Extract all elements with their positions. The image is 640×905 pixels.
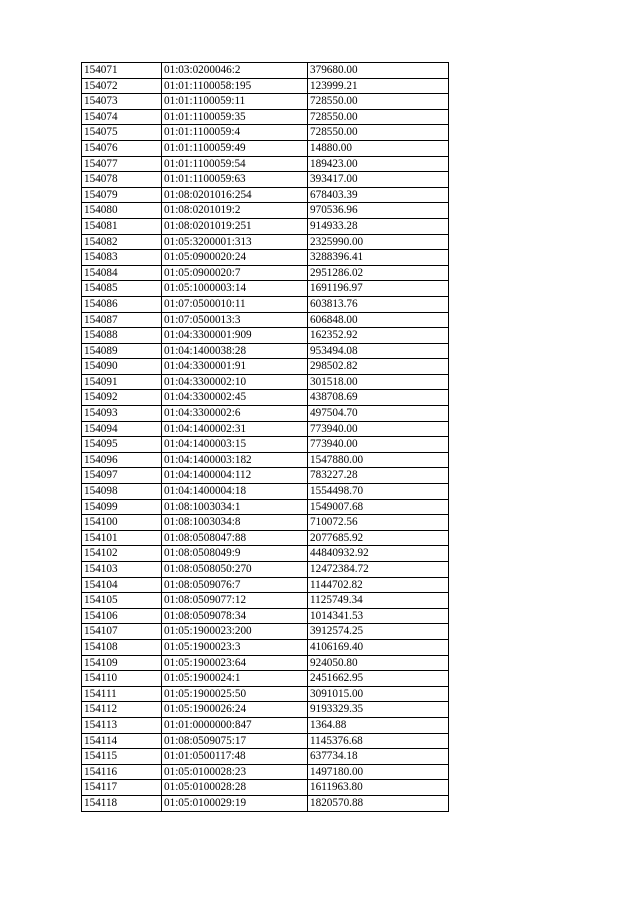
table-row bbox=[82, 359, 449, 375]
value-cell: 2325990.00 bbox=[308, 234, 449, 250]
table-row bbox=[82, 109, 449, 125]
record-id-cell: 154087 bbox=[82, 312, 162, 328]
table-row bbox=[82, 452, 449, 468]
cadastral-number-cell: 01:01:1100059:11 bbox=[162, 94, 308, 110]
cadastral-number-cell: 01:08:1003034:1 bbox=[162, 499, 308, 515]
record-id-cell: 154110 bbox=[82, 671, 162, 687]
value-cell: 2077685.92 bbox=[308, 530, 449, 546]
record-id-cell: 154080 bbox=[82, 203, 162, 219]
table-row bbox=[82, 172, 449, 188]
value-cell: 298502.82 bbox=[308, 359, 449, 375]
value-cell: 924050.80 bbox=[308, 655, 449, 671]
cadastral-number-cell: 01:04:1400004:18 bbox=[162, 484, 308, 500]
value-cell: 393417.00 bbox=[308, 172, 449, 188]
table-row bbox=[82, 234, 449, 250]
cadastral-number-cell: 01:08:1003034:8 bbox=[162, 515, 308, 531]
value-cell: 1820570.88 bbox=[308, 795, 449, 811]
record-id-cell: 154088 bbox=[82, 328, 162, 344]
cadastral-number-cell: 01:04:1400002:31 bbox=[162, 421, 308, 437]
value-cell: 1611963.80 bbox=[308, 780, 449, 796]
table-row bbox=[82, 593, 449, 609]
cadastral-number-cell: 01:01:0500117:48 bbox=[162, 749, 308, 765]
value-cell: 603813.76 bbox=[308, 296, 449, 312]
table-row bbox=[82, 63, 449, 79]
record-id-cell: 154097 bbox=[82, 468, 162, 484]
value-cell: 1364.88 bbox=[308, 717, 449, 733]
table-row bbox=[82, 468, 449, 484]
value-cell: 637734.18 bbox=[308, 749, 449, 765]
value-cell: 1691196.97 bbox=[308, 281, 449, 297]
table-row bbox=[82, 140, 449, 156]
cadastral-number-cell: 01:08:0508050:270 bbox=[162, 562, 308, 578]
record-id-cell: 154091 bbox=[82, 374, 162, 390]
value-cell: 1014341.53 bbox=[308, 608, 449, 624]
record-id-cell: 154075 bbox=[82, 125, 162, 141]
record-id-cell: 154078 bbox=[82, 172, 162, 188]
table-row bbox=[82, 312, 449, 328]
value-cell: 1554498.70 bbox=[308, 484, 449, 500]
record-id-cell: 154096 bbox=[82, 452, 162, 468]
table-row bbox=[82, 780, 449, 796]
value-cell: 1125749.34 bbox=[308, 593, 449, 609]
record-id-cell: 154102 bbox=[82, 546, 162, 562]
table-row bbox=[82, 515, 449, 531]
table-row bbox=[82, 296, 449, 312]
data-table bbox=[81, 62, 449, 812]
value-cell: 497504.70 bbox=[308, 406, 449, 422]
cadastral-number-cell: 01:07:0500013:3 bbox=[162, 312, 308, 328]
value-cell: 1497180.00 bbox=[308, 764, 449, 780]
value-cell: 970536.96 bbox=[308, 203, 449, 219]
value-cell: 14880.00 bbox=[308, 140, 449, 156]
record-id-cell: 154071 bbox=[82, 63, 162, 79]
table-row bbox=[82, 265, 449, 281]
record-id-cell: 154117 bbox=[82, 780, 162, 796]
table-row bbox=[82, 343, 449, 359]
cadastral-number-cell: 01:08:0201019:251 bbox=[162, 218, 308, 234]
cadastral-number-cell: 01:04:3300001:909 bbox=[162, 328, 308, 344]
value-cell: 44840932.92 bbox=[308, 546, 449, 562]
cadastral-number-cell: 01:04:3300001:91 bbox=[162, 359, 308, 375]
value-cell: 1547880.00 bbox=[308, 452, 449, 468]
table-row bbox=[82, 421, 449, 437]
value-cell: 123999.21 bbox=[308, 78, 449, 94]
cadastral-number-cell: 01:08:0509075:17 bbox=[162, 733, 308, 749]
cadastral-number-cell: 01:05:1900024:1 bbox=[162, 671, 308, 687]
value-cell: 773940.00 bbox=[308, 421, 449, 437]
record-id-cell: 154116 bbox=[82, 764, 162, 780]
table-row bbox=[82, 156, 449, 172]
table-row bbox=[82, 749, 449, 765]
table-row bbox=[82, 624, 449, 640]
cadastral-number-cell: 01:05:0100029:19 bbox=[162, 795, 308, 811]
record-id-cell: 154105 bbox=[82, 593, 162, 609]
cadastral-number-cell: 01:05:0100028:23 bbox=[162, 764, 308, 780]
table-row bbox=[82, 374, 449, 390]
record-id-cell: 154083 bbox=[82, 250, 162, 266]
cadastral-number-cell: 01:05:1900026:24 bbox=[162, 702, 308, 718]
table-row bbox=[82, 764, 449, 780]
value-cell: 728550.00 bbox=[308, 94, 449, 110]
record-id-cell: 154077 bbox=[82, 156, 162, 172]
record-id-cell: 154090 bbox=[82, 359, 162, 375]
record-id-cell: 154094 bbox=[82, 421, 162, 437]
cadastral-number-cell: 01:08:0201019:2 bbox=[162, 203, 308, 219]
cadastral-number-cell: 01:04:3300002:10 bbox=[162, 374, 308, 390]
record-id-cell: 154100 bbox=[82, 515, 162, 531]
record-id-cell: 154079 bbox=[82, 187, 162, 203]
value-cell: 1145376.68 bbox=[308, 733, 449, 749]
cadastral-number-cell: 01:04:3300002:45 bbox=[162, 390, 308, 406]
cadastral-number-cell: 01:05:1900023:3 bbox=[162, 639, 308, 655]
value-cell: 783227.28 bbox=[308, 468, 449, 484]
table-row bbox=[82, 484, 449, 500]
cadastral-number-cell: 01:08:0509077:12 bbox=[162, 593, 308, 609]
cadastral-number-cell: 01:07:0500010:11 bbox=[162, 296, 308, 312]
record-id-cell: 154089 bbox=[82, 343, 162, 359]
value-cell: 301518.00 bbox=[308, 374, 449, 390]
table-row bbox=[82, 328, 449, 344]
table-row bbox=[82, 437, 449, 453]
record-id-cell: 154111 bbox=[82, 686, 162, 702]
table-row bbox=[82, 639, 449, 655]
cadastral-number-cell: 01:04:1400004:112 bbox=[162, 468, 308, 484]
table-row bbox=[82, 795, 449, 811]
table-row bbox=[82, 218, 449, 234]
record-id-cell: 154101 bbox=[82, 530, 162, 546]
table-row bbox=[82, 671, 449, 687]
table-row bbox=[82, 608, 449, 624]
cadastral-number-cell: 01:08:0508047:88 bbox=[162, 530, 308, 546]
record-id-cell: 154073 bbox=[82, 94, 162, 110]
cadastral-number-cell: 01:01:1100058:195 bbox=[162, 78, 308, 94]
cadastral-number-cell: 01:03:0200046:2 bbox=[162, 63, 308, 79]
cadastral-number-cell: 01:08:0509076:7 bbox=[162, 577, 308, 593]
value-cell: 162352.92 bbox=[308, 328, 449, 344]
cadastral-number-cell: 01:08:0201016:254 bbox=[162, 187, 308, 203]
record-id-cell: 154103 bbox=[82, 562, 162, 578]
value-cell: 4106169.40 bbox=[308, 639, 449, 655]
value-cell: 953494.08 bbox=[308, 343, 449, 359]
record-id-cell: 154095 bbox=[82, 437, 162, 453]
table-row bbox=[82, 499, 449, 515]
record-id-cell: 154107 bbox=[82, 624, 162, 640]
record-id-cell: 154086 bbox=[82, 296, 162, 312]
value-cell: 678403.39 bbox=[308, 187, 449, 203]
value-cell: 914933.28 bbox=[308, 218, 449, 234]
record-id-cell: 154074 bbox=[82, 109, 162, 125]
record-id-cell: 154106 bbox=[82, 608, 162, 624]
cadastral-number-cell: 01:04:1400003:15 bbox=[162, 437, 308, 453]
cadastral-number-cell: 01:08:0509078:34 bbox=[162, 608, 308, 624]
table-row bbox=[82, 686, 449, 702]
table-row bbox=[82, 406, 449, 422]
table-row bbox=[82, 125, 449, 141]
record-id-cell: 154104 bbox=[82, 577, 162, 593]
record-id-cell: 154076 bbox=[82, 140, 162, 156]
record-id-cell: 154113 bbox=[82, 717, 162, 733]
record-id-cell: 154084 bbox=[82, 265, 162, 281]
table-row bbox=[82, 546, 449, 562]
cadastral-number-cell: 01:01:1100059:49 bbox=[162, 140, 308, 156]
cadastral-number-cell: 01:01:0000000:847 bbox=[162, 717, 308, 733]
record-id-cell: 154082 bbox=[82, 234, 162, 250]
cadastral-number-cell: 01:04:1400038:28 bbox=[162, 343, 308, 359]
record-id-cell: 154081 bbox=[82, 218, 162, 234]
value-cell: 438708.69 bbox=[308, 390, 449, 406]
table-row bbox=[82, 655, 449, 671]
value-cell: 9193329.35 bbox=[308, 702, 449, 718]
value-cell: 3288396.41 bbox=[308, 250, 449, 266]
value-cell: 710072.56 bbox=[308, 515, 449, 531]
value-cell: 606848.00 bbox=[308, 312, 449, 328]
value-cell: 12472384.72 bbox=[308, 562, 449, 578]
value-cell: 773940.00 bbox=[308, 437, 449, 453]
cadastral-number-cell: 01:04:3300002:6 bbox=[162, 406, 308, 422]
record-id-cell: 154072 bbox=[82, 78, 162, 94]
cadastral-number-cell: 01:05:1000003:14 bbox=[162, 281, 308, 297]
value-cell: 728550.00 bbox=[308, 109, 449, 125]
value-cell: 1549007.68 bbox=[308, 499, 449, 515]
record-id-cell: 154098 bbox=[82, 484, 162, 500]
table-row bbox=[82, 187, 449, 203]
value-cell: 2951286.02 bbox=[308, 265, 449, 281]
table-row bbox=[82, 530, 449, 546]
cadastral-number-cell: 01:01:1100059:63 bbox=[162, 172, 308, 188]
record-id-cell: 154099 bbox=[82, 499, 162, 515]
table-row bbox=[82, 562, 449, 578]
record-id-cell: 154118 bbox=[82, 795, 162, 811]
cadastral-number-cell: 01:05:0100028:28 bbox=[162, 780, 308, 796]
value-cell: 3091015.00 bbox=[308, 686, 449, 702]
value-cell: 728550.00 bbox=[308, 125, 449, 141]
record-id-cell: 154108 bbox=[82, 639, 162, 655]
value-cell: 2451662.95 bbox=[308, 671, 449, 687]
record-id-cell: 154112 bbox=[82, 702, 162, 718]
table-row bbox=[82, 78, 449, 94]
table-row bbox=[82, 250, 449, 266]
table-row bbox=[82, 390, 449, 406]
cadastral-number-cell: 01:05:0900020:24 bbox=[162, 250, 308, 266]
cadastral-number-cell: 01:01:1100059:54 bbox=[162, 156, 308, 172]
value-cell: 189423.00 bbox=[308, 156, 449, 172]
value-cell: 379680.00 bbox=[308, 63, 449, 79]
cadastral-number-cell: 01:01:1100059:4 bbox=[162, 125, 308, 141]
table-row bbox=[82, 733, 449, 749]
cadastral-number-cell: 01:05:1900023:200 bbox=[162, 624, 308, 640]
value-cell: 1144702.82 bbox=[308, 577, 449, 593]
table-row bbox=[82, 203, 449, 219]
table-row bbox=[82, 281, 449, 297]
table-row bbox=[82, 94, 449, 110]
record-id-cell: 154093 bbox=[82, 406, 162, 422]
cadastral-number-cell: 01:05:3200001:313 bbox=[162, 234, 308, 250]
record-id-cell: 154114 bbox=[82, 733, 162, 749]
table-body bbox=[82, 63, 449, 812]
cadastral-number-cell: 01:04:1400003:182 bbox=[162, 452, 308, 468]
record-id-cell: 154085 bbox=[82, 281, 162, 297]
table-row bbox=[82, 702, 449, 718]
record-id-cell: 154115 bbox=[82, 749, 162, 765]
cadastral-number-cell: 01:01:1100059:35 bbox=[162, 109, 308, 125]
cadastral-number-cell: 01:05:1900023:64 bbox=[162, 655, 308, 671]
record-id-cell: 154109 bbox=[82, 655, 162, 671]
record-id-cell: 154092 bbox=[82, 390, 162, 406]
table-row bbox=[82, 577, 449, 593]
cadastral-number-cell: 01:08:0508049:9 bbox=[162, 546, 308, 562]
cadastral-number-cell: 01:05:1900025:50 bbox=[162, 686, 308, 702]
table-row bbox=[82, 717, 449, 733]
value-cell: 3912574.25 bbox=[308, 624, 449, 640]
cadastral-number-cell: 01:05:0900020:7 bbox=[162, 265, 308, 281]
